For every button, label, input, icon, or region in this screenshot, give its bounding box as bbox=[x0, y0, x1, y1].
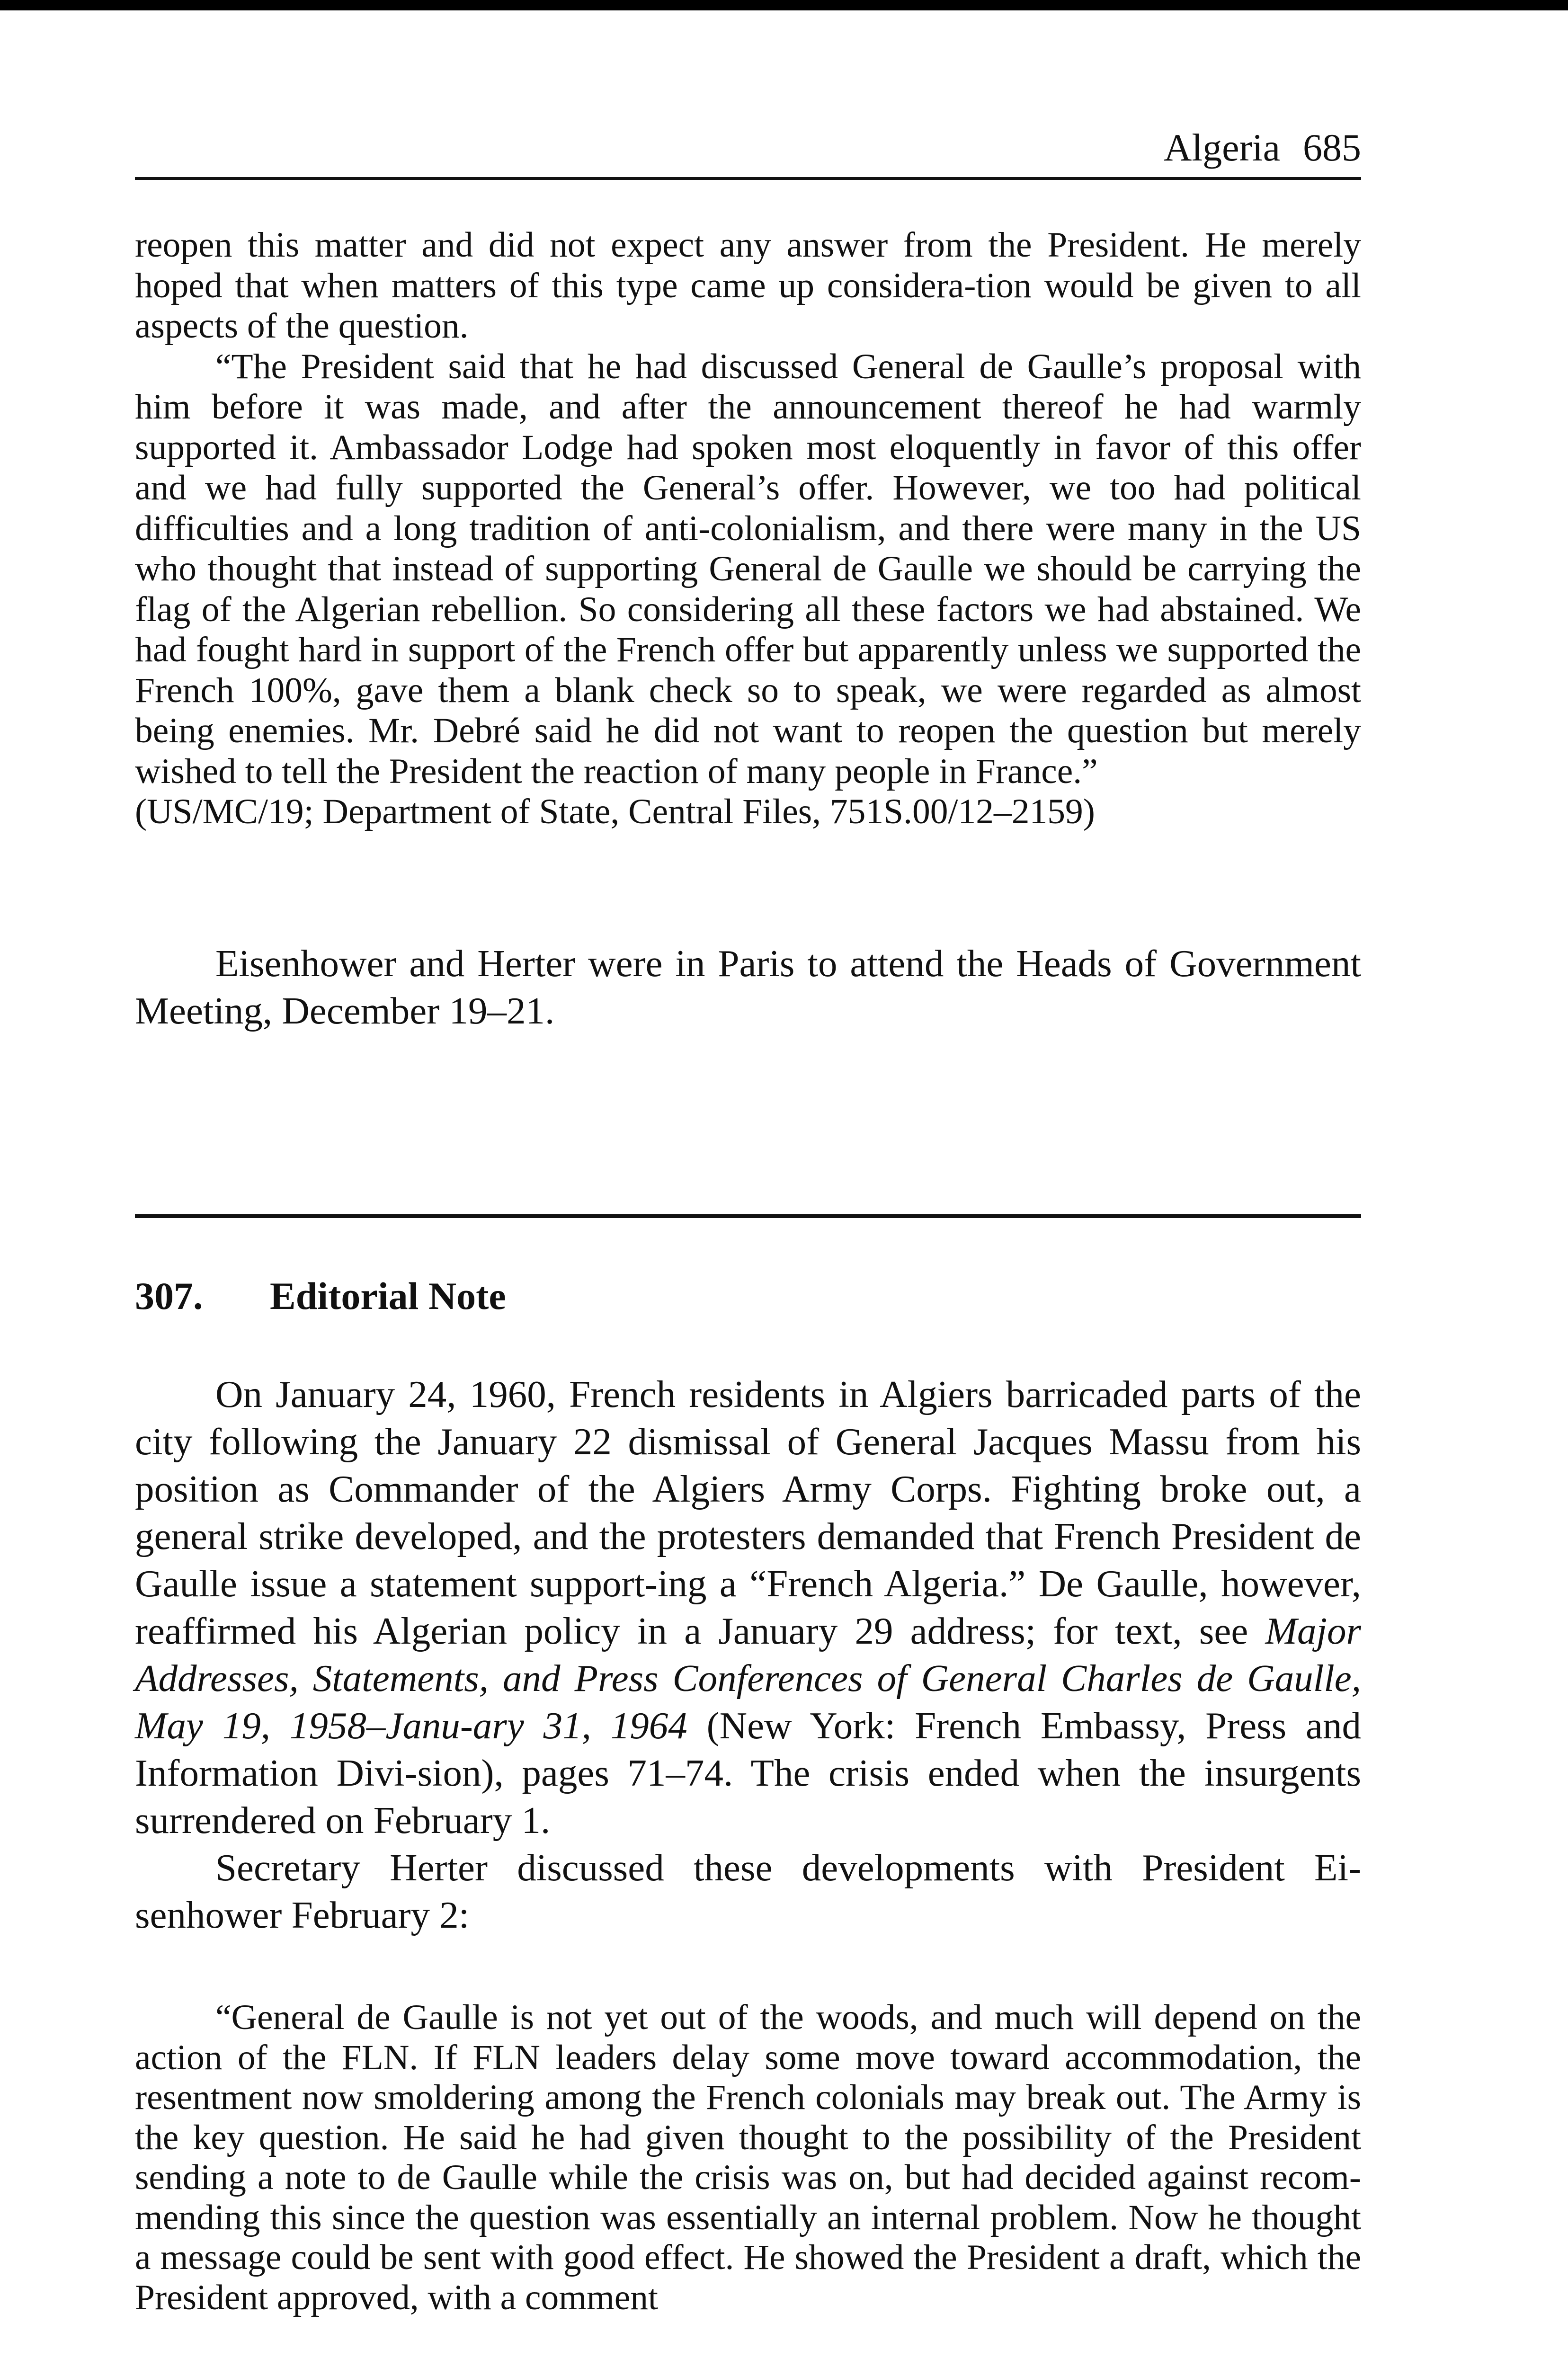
context-note bbox=[135, 940, 1361, 1034]
continuation-text bbox=[135, 225, 1361, 832]
running-title: Algeria bbox=[1164, 126, 1280, 169]
section-title: Editorial Note bbox=[270, 1274, 506, 1317]
section-heading bbox=[135, 1272, 506, 1320]
herter-quote bbox=[135, 1998, 1361, 2318]
editorial-note-body bbox=[135, 1370, 1361, 1939]
editorial-text: On January 24, 1960, French residents in Algiers barricaded parts of the city following the January 22 dismissal of General Jacques Massu from his position as Commander of the Algiers Army Corps. Fighting broke out, a general strike developed, and the protesters demanded that French President de Gaulle issue a statement support-ing a “French Algeria.” De Gaulle, however, reaffirmed his Algerian policy in a January 29 address; for text, see bbox=[135, 1373, 1361, 1652]
quoted-memo-paragraph: “The President said that he had discussed General de Gaulle’s proposal with him before it was made, and after the announcement thereof he had warmly supported it. Ambassador Lodge had spoken most eloquently in favor of this offer and we had fully supported the General’s offer. However, we too had political difficulties and a long tradition of anti-colonialism, and there were many in the US who thought that instead of supporting General de Gaulle we should be carrying the flag of the Algerian rebellion. So considering all these factors we had abstained. We had fought hard in support of the French offer but apparently unless we supported the French 100%, gave them a blank check so to speak, we were regarded as almost being enemies. Mr. Debré said he did not want to reopen the question but merely wished to tell the President the reaction of many people in France.” bbox=[135, 347, 1361, 791]
editorial-paragraph-2: Secretary Herter discussed these developments with President Ei-senhower February 2: bbox=[135, 1846, 1361, 1936]
herter-quote-paragraph: “General de Gaulle is not yet out of the woods, and much will depend on the action of the FLN. If FLN leaders delay some move toward accommodation, the resentment now smoldering among the French colonials may break out. The Army is the key question. He said he had given thought to the possibility of the President sending a note to de Gaulle while the crisis was on, but had decided against recom-mending this since the question was essentially an internal problem. Now he thought a message could be sent with good effect. He showed the President a draft, which the President approved, with a comment bbox=[135, 1998, 1361, 2317]
source-citation: (US/MC/19; Department of State, Central Files, 751S.00/12–2159) bbox=[135, 792, 1095, 831]
page-number: 685 bbox=[1303, 126, 1361, 169]
running-head bbox=[135, 124, 1361, 171]
editorial-text-continued: (New York: French Embassy, Press and Information Divi-sion), pages 71–74. The crisis ended when the insurgents surrendered on February 1. bbox=[135, 1704, 1362, 1842]
context-note-paragraph: Eisenhower and Herter were in Paris to attend the Heads of Government Meeting, December 19–21. bbox=[135, 942, 1361, 1032]
section-number: 307. bbox=[135, 1274, 203, 1317]
editorial-paragraph-1 bbox=[135, 1370, 1361, 1844]
section-divider-rule bbox=[135, 1214, 1361, 1218]
continuation-paragraph: reopen this matter and did not expect any answer from the President. He merely hoped that when matters of this type came up considera-tion would be given to all aspects of the question. bbox=[135, 225, 1361, 346]
header-rule bbox=[135, 177, 1361, 180]
page-top-border bbox=[0, 0, 1568, 10]
publication-title: Major Addresses, Statements, and Press Conferences of General Charles de Gaulle, May 19, 1958–Janu-ary 31, 1964 bbox=[135, 1610, 1361, 1747]
